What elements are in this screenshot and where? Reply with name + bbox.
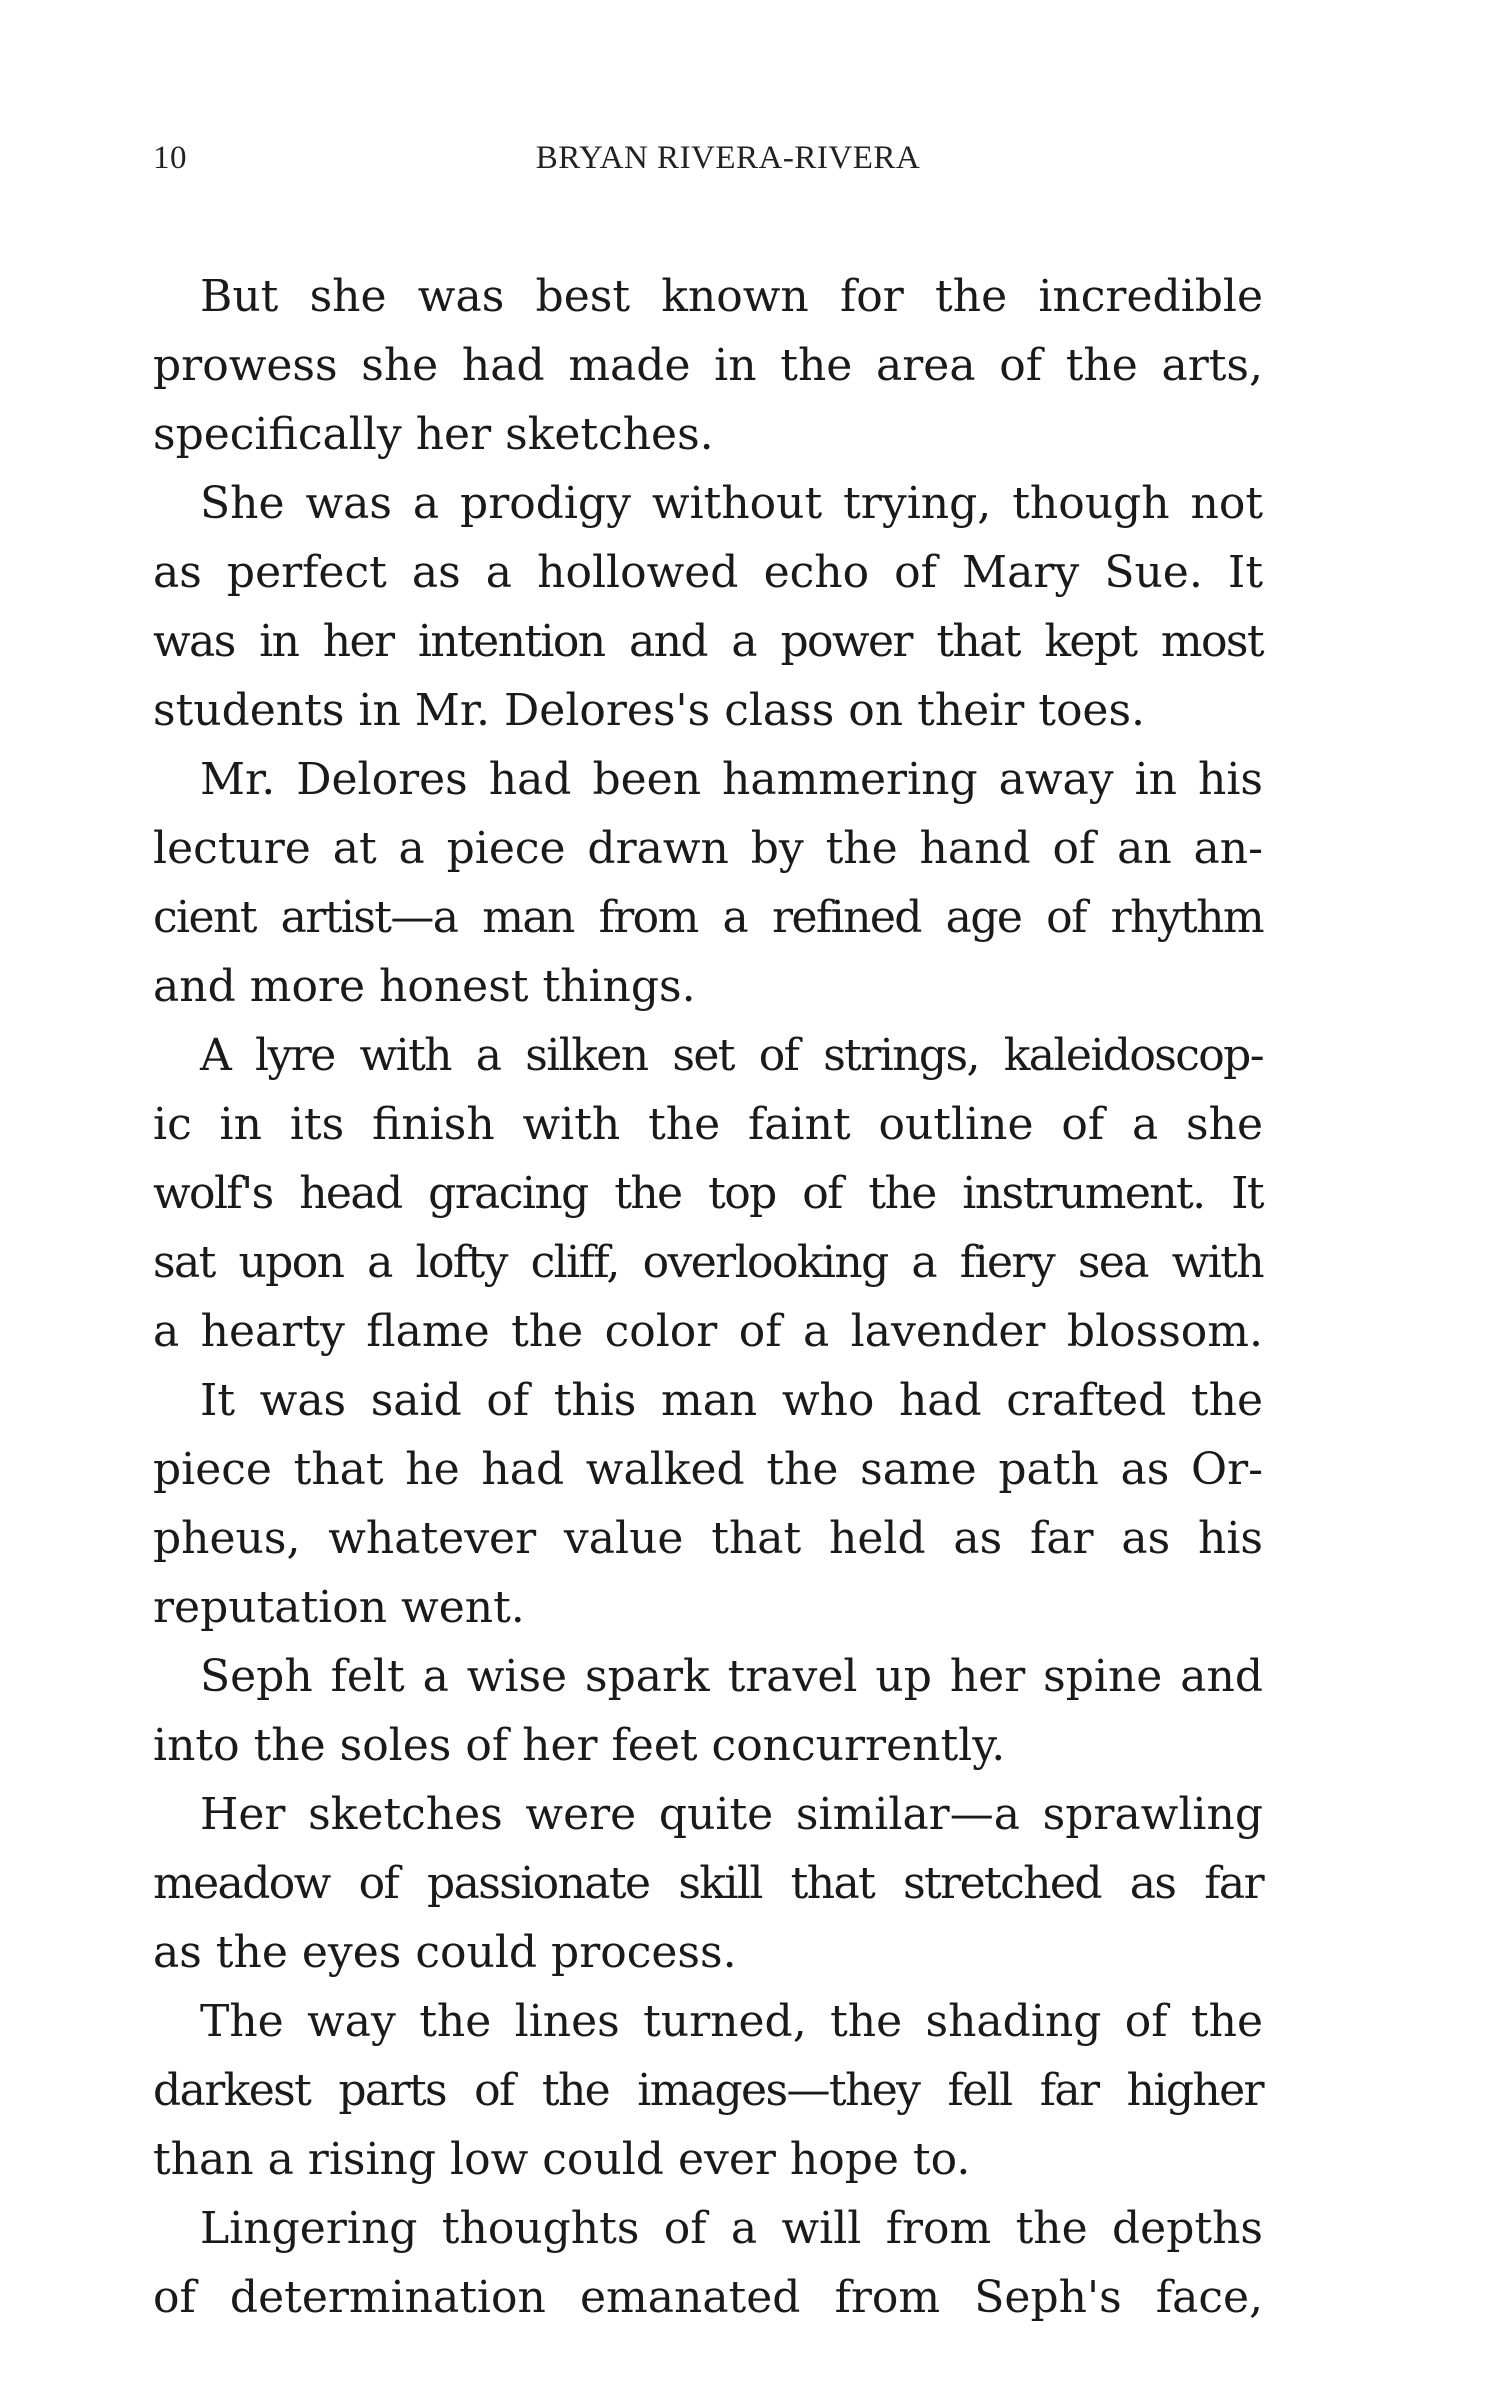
text-line: ic in its finish with the faint outline of a she [153,1099,1263,1150]
text-line: darkest parts of the images—they fell far higher [153,2065,1263,2116]
text-line: specifically her sketches. [153,409,714,460]
text-line: Lingering thoughts of a will from the depths [200,2203,1263,2254]
body-text [153,262,1263,2332]
text-line: Mr. Delores had been hammering away in his [200,754,1263,805]
text-line: as the eyes could process. [153,1927,737,1978]
text-line: was in her intention and a power that kept most [153,616,1263,667]
text-line: into the soles of her feet concurrently. [153,1720,1006,1771]
text-line: cient artist—a man from a refined age of rhythm [153,892,1263,943]
text-line: as perfect as a hollowed echo of Mary Sue. It [153,547,1263,598]
text-line: reputation went. [153,1582,525,1633]
text-line: prowess she had made in the area of the arts, [153,340,1263,391]
text-line: of determination emanated from Seph's face, [153,2272,1263,2323]
running-title: BRYAN RIVERA-RIVERA [535,140,921,176]
text-line: and more honest things. [153,961,696,1012]
text-line: a hearty flame the color of a lavender blossom. [153,1306,1263,1357]
text-line: Her sketches were quite similar—a sprawling [200,1789,1263,1840]
text-line: The way the lines turned, the shading of the [200,1996,1263,2047]
text-line: lecture at a piece drawn by the hand of an an- [153,823,1263,874]
text-line: than a rising low could ever hope to. [153,2134,971,2185]
text-line: meadow of passionate skill that stretched as far [153,1858,1263,1909]
text-line: wolf's head gracing the top of the instrument. It [153,1168,1263,1219]
page-number: 10 [153,140,187,176]
text-line: sat upon a lofty cliff, overlooking a fiery sea with [153,1237,1263,1288]
text-line: She was a prodigy without trying, though not [200,478,1263,529]
text-line: pheus, whatever value that held as far as his [153,1513,1263,1564]
text-line: Seph felt a wise spark travel up her spine and [200,1651,1263,1702]
text-line: students in Mr. Delores's class on their toes. [153,685,1146,736]
running-head [153,140,1263,184]
text-line: But she was best known for the incredible [200,271,1263,322]
text-line: A lyre with a silken set of strings, kaleidoscop- [200,1030,1263,1081]
text-line: It was said of this man who had crafted the [200,1375,1263,1426]
text-line: piece that he had walked the same path as Or- [153,1444,1263,1495]
